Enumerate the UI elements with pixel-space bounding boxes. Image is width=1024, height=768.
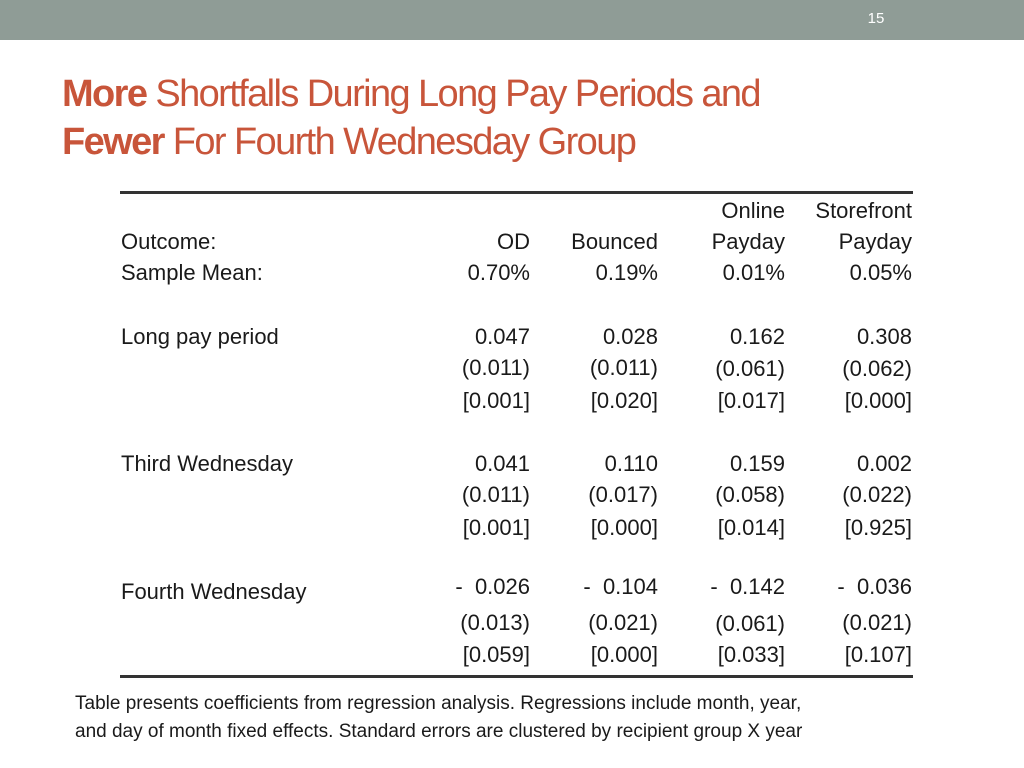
coef-fourth-od: - 0.026 [455,574,530,599]
p-third-bounced: [0.000] [590,515,658,540]
coef-long-storefront: 0.308 [856,324,912,349]
p-long-od: [0.001] [462,388,530,413]
header-storefront: Storefront [815,198,912,223]
sample-mean-col-4: 0.05% [849,260,912,285]
se-fourth-storefront: (0.021) [842,610,912,635]
sample-mean-col-1: 0.70% [467,260,530,285]
table-bottom-rule [120,675,913,678]
p-long-bounced: [0.020] [590,388,658,413]
p-long-storefront: [0.000] [844,388,912,413]
coef-long-od: 0.047 [474,324,530,349]
title-text-2: For Fourth Wednesday Group [163,121,636,163]
title-line-1 [62,70,962,118]
p-long-online: [0.017] [717,388,785,413]
se-third-od: (0.011) [461,482,530,507]
outcome-col-3: Payday [711,229,785,254]
se-third-bounced: (0.017) [588,482,658,507]
outcome-label: Outcome: [121,229,217,254]
se-long-od: (0.011) [461,355,530,380]
sample-mean-col-2: 0.19% [595,260,658,285]
outcome-col-1: OD [497,229,530,254]
note-line-2: and day of month fixed effects. Standard errors are clustered by recipient group X year [75,721,803,742]
coef-third-storefront: 0.002 [856,451,912,476]
title-line-2 [62,118,962,166]
slide-title [62,70,962,166]
se-fourth-od: (0.013) [460,610,530,635]
se-third-storefront: (0.022) [842,482,912,507]
title-emphasis-more: More [62,73,147,115]
coef-fourth-online: - 0.142 [710,574,785,599]
coef-third-od: 0.041 [474,451,530,476]
slide-number: 15 [867,10,885,27]
header-bar [0,0,1024,40]
se-long-bounced: (0.011) [589,355,658,380]
coef-long-online: 0.162 [729,324,785,349]
outcome-col-2: Bounced [571,229,658,254]
p-fourth-bounced: [0.000] [590,642,658,667]
coef-third-bounced: 0.110 [604,451,658,476]
coef-fourth-storefront: - 0.036 [837,574,912,599]
row-label-fourth-wednesday: Fourth Wednesday [121,579,307,604]
se-third-online: (0.058) [715,482,785,507]
row-label-third-wednesday: Third Wednesday [121,451,294,476]
coef-third-online: 0.159 [729,451,785,476]
coef-long-bounced: 0.028 [602,324,658,349]
note-line-1: Table presents coefficients from regression analysis. Regressions include month, year, [75,693,802,714]
p-fourth-online: [0.033] [717,642,785,667]
coef-fourth-bounced: - 0.104 [583,574,658,599]
table-top-rule [120,191,913,194]
p-third-online: [0.014] [717,515,785,540]
p-third-od: [0.001] [462,515,530,540]
title-emphasis-fewer: Fewer [62,121,164,163]
se-long-storefront: (0.062) [842,356,912,381]
header-online: Online [721,198,785,223]
p-fourth-od: [0.059] [462,642,530,667]
table-note [75,690,975,746]
sample-mean-col-3: 0.01% [722,260,785,285]
p-fourth-storefront: [0.107] [844,642,912,667]
sample-mean-label: Sample Mean: [121,260,263,285]
title-text-1: Shortfalls During Long Pay Periods and [146,73,760,115]
row-label-long-pay-period: Long pay period [121,324,279,349]
outcome-col-4: Payday [838,229,912,254]
p-third-storefront: [0.925] [844,515,912,540]
se-fourth-bounced: (0.021) [588,610,658,635]
se-fourth-online: (0.061) [715,611,785,636]
se-long-online: (0.061) [715,356,785,381]
